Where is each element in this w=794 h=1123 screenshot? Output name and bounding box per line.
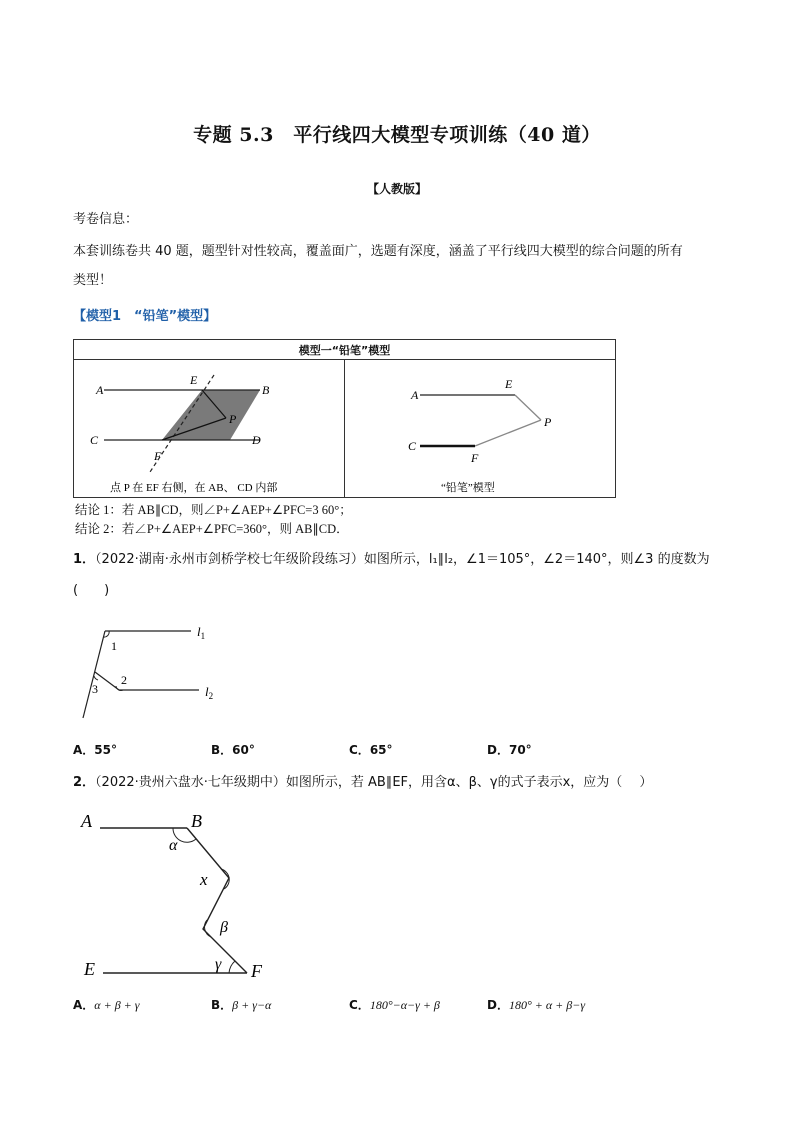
question-2-option-a: A．α + β + γ xyxy=(73,998,140,1012)
conclusion-2: 结论 2：若∠P+∠AEP+∠PFC=360°，则 AB∥CD． xyxy=(75,522,349,536)
right-segment-ep xyxy=(515,395,541,420)
label-a: A xyxy=(96,383,104,397)
label-d: D xyxy=(252,433,261,447)
info-label: 考卷信息： xyxy=(73,212,139,227)
question-2-option-b: B．β + γ−α xyxy=(211,998,272,1012)
transversal xyxy=(83,631,105,718)
bend-segment xyxy=(95,672,119,690)
alpha-label: α xyxy=(169,837,178,854)
model-table xyxy=(73,339,616,498)
angle-3-label: 3 xyxy=(92,682,98,696)
label-b: B xyxy=(191,811,202,831)
x-label: x xyxy=(200,870,208,889)
right-label-c: C xyxy=(408,439,417,453)
conclusion-1: 结论 1：若 AB∥CD，则∠P+∠AEP+∠PFC=3 60°； xyxy=(75,503,352,517)
zigzag-path xyxy=(187,828,247,973)
question-1-option-c: C．65° xyxy=(349,743,393,757)
model1-heading: 【模型1 “铅笔”模型】 xyxy=(73,309,217,324)
l1-label: $l_1$ xyxy=(197,624,206,641)
model-right-cell xyxy=(345,360,616,498)
label-f: F xyxy=(154,449,162,463)
question-1-number: 1． xyxy=(73,552,96,567)
right-label-a: A xyxy=(411,388,419,402)
angle-2-label: 2 xyxy=(121,673,127,687)
question-2-figure xyxy=(75,805,285,985)
question-1-text: （2022·湖南·永州市剑桥学校七年级阶段练习）如图所示，l₁∥l₂，∠1＝105°，∠2＝140°，则∠3 的度数为 xyxy=(95,552,710,567)
label-e: E xyxy=(190,373,198,387)
right-label-f: F xyxy=(471,451,479,465)
question-2-number: 2． xyxy=(73,775,96,790)
question-1-paren: ( ) xyxy=(73,583,110,598)
right-segment-pf xyxy=(475,420,541,446)
angle-3-arc xyxy=(94,676,98,680)
angle-1-label: 1 xyxy=(111,639,117,653)
beta-arc xyxy=(205,920,211,937)
question-1-stem xyxy=(73,550,733,570)
info-text-line1: 本套训练卷共 40 题，题型针对性较高，覆盖面广，选题有深度，涵盖了平行线四大模型的综合问题的所有 xyxy=(73,244,683,259)
edition-label: 【人教版】 xyxy=(366,182,427,196)
question-1-option-a: A．55° xyxy=(73,743,117,757)
question-2-option-d: D．180° + α + β−γ xyxy=(487,998,586,1012)
model-table-header: 模型一“铅笔”模型 xyxy=(74,340,616,360)
question-1-option-b: B．60° xyxy=(211,743,255,757)
gamma-label: γ xyxy=(215,956,222,973)
label-b: B xyxy=(262,383,270,397)
label-a: A xyxy=(81,811,92,831)
question-2-stem xyxy=(73,773,733,793)
model-left-cell xyxy=(74,360,345,498)
info-text-line2: 类型！ xyxy=(73,273,113,288)
pencil-model-left-figure xyxy=(74,360,344,497)
label-e: E xyxy=(84,959,95,979)
question-1-option-d: D．70° xyxy=(487,743,532,757)
pencil-model-right-figure xyxy=(345,360,615,497)
left-caption: 点 P 在 EF 右侧，在 AB、 CD 内部 xyxy=(110,482,278,494)
question-1-figure xyxy=(75,620,235,724)
right-label-e: E xyxy=(505,377,513,391)
label-f: F xyxy=(251,961,262,981)
l2-label: $l_2$ xyxy=(205,684,214,701)
question-2-text: （2022·贵州六盘水·七年级期中）如图所示，若 AB∥EF，用含α、β、γ的式子表示x，应为（ ） xyxy=(95,775,653,790)
right-label-p: P xyxy=(544,415,552,429)
question-2-option-c: C．180°−α−γ + β xyxy=(349,998,440,1012)
gamma-arc xyxy=(229,961,235,973)
beta-label: β xyxy=(220,919,228,936)
shaded-region xyxy=(162,390,260,440)
label-c: C xyxy=(90,433,99,447)
right-caption: “铅笔”模型 xyxy=(441,482,495,494)
page-title: 专题 5.3 平行线四大模型专项训练（40 道） xyxy=(193,124,601,146)
label-p: P xyxy=(229,412,237,426)
